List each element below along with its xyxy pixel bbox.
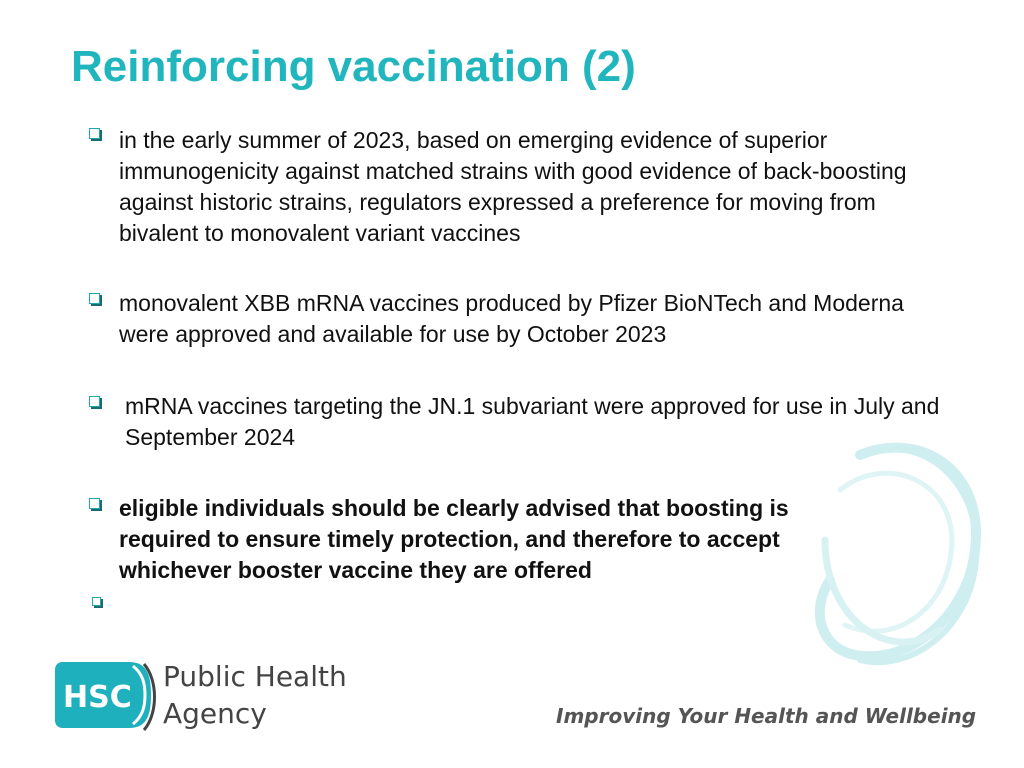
square-bullet-icon [92,597,101,606]
square-bullet-icon [89,293,100,304]
bullet-text: in the early summer of 2023, based on emerging evidence of superior immunogenicity against matched strains with good evidence of back-boosting against historic strains, regulators expressed a preference for moving from bivalent to monovalent variant vaccines [119,127,907,246]
bullet-text: eligible individuals should be clearly advised that boosting is required to ensure timely protection, and therefore to accept whichever booster vaccine they are offered [119,495,789,583]
square-bullet-icon [89,128,100,139]
slide-title: Reinforcing vaccination (2) [71,42,636,91]
tagline: Improving Your Health and Wellbeing [556,704,977,728]
square-bullet-icon [89,396,100,407]
logo-mark: HSC [63,680,132,715]
org-name-line1: Public Health [163,660,347,693]
bullet-text: mRNA vaccines targeting the JN.1 subvariant were approved for use in July and September 2024 [125,393,940,450]
hsc-logo-icon [55,662,153,728]
square-bullet-icon [89,498,100,509]
bullet-text: monovalent XBB mRNA vaccines produced by Pfizer BioNTech and Moderna were approved and available for use by October 2023 [119,290,904,347]
logo-divider-icon [142,662,162,732]
org-name-line2: Agency [163,697,267,730]
